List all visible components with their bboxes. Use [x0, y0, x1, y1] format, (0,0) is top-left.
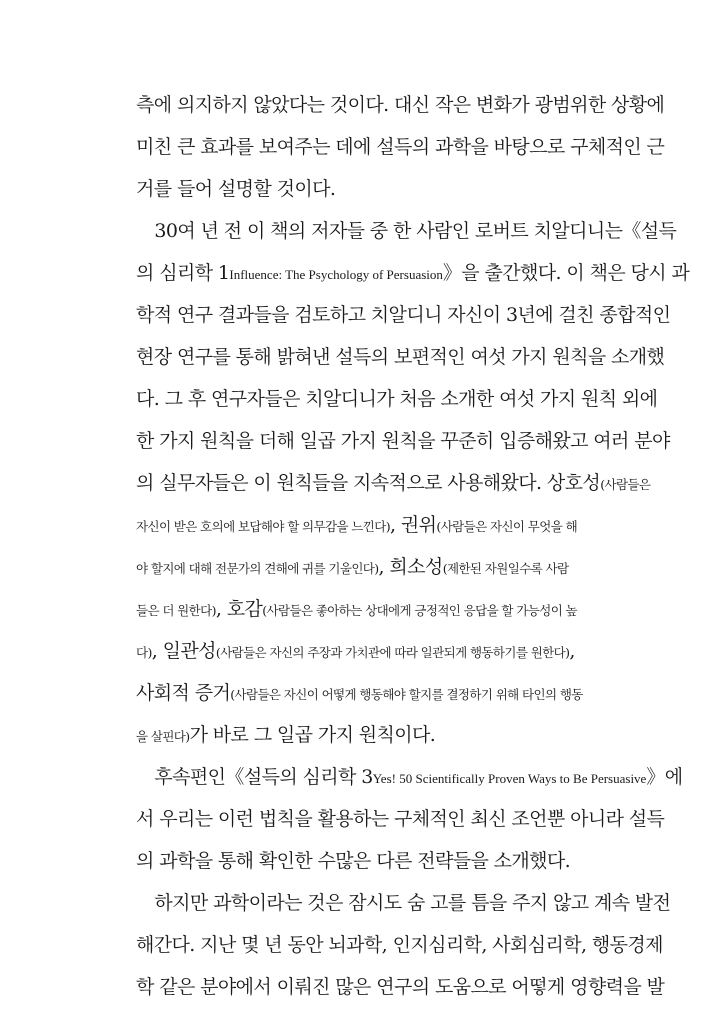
text-line: 하지만 과학이라는 것은 잠시도 숨 고를 틈을 주지 않고 계속 발전	[136, 892, 671, 914]
text-line: 서 우리는 이런 법칙을 활용하는 구체적인 최신 조언뿐 아니라 설득	[136, 808, 665, 830]
text-line: 야 할지에 대해 전문가의 견해에 귀를 기울인다), 희소성(제한된 자원일수록 사람	[136, 556, 569, 578]
text-line: 학 같은 분야에서 이뤄진 많은 연구의 도움으로 어떻게 영향력을 발	[136, 976, 665, 998]
text-line: 사회적 증거(사람들은 자신이 어떻게 행동해야 할지를 결정하기 위해 타인의 행동	[136, 682, 583, 704]
text-line: 한 가지 원칙을 더해 일곱 가지 원칙을 꾸준히 입증해왔고 여러 분야	[136, 430, 670, 452]
text-line: 현장 연구를 통해 밝혀낸 설득의 보편적인 여섯 가지 원칙을 소개했	[136, 346, 665, 368]
text-line: 다. 그 후 연구자들은 치알디니가 처음 소개한 여섯 가지 원칙 외에	[136, 388, 658, 410]
text-line: 30여 년 전 이 책의 저자들 중 한 사람인 로버트 치알디니는《설득	[136, 220, 677, 242]
book-title-english: Influence: The Psychology of Persuasion	[229, 267, 443, 282]
book-title-english: Yes! 50 Scientifically Proven Ways to Be Persuasive	[372, 771, 647, 786]
text-line: 의 실무자들은 이 원칙들을 지속적으로 사용해왔다. 상호성(사람들은	[136, 472, 651, 494]
text-line: 다), 일관성(사람들은 자신의 주장과 가치관에 따라 일관되게 행동하기를 원한다),	[136, 640, 575, 662]
text-line: 의 과학을 통해 확인한 수많은 다른 전략들을 소개했다.	[136, 850, 571, 872]
text-line: 거를 들어 설명할 것이다.	[136, 178, 336, 200]
text-line: 학적 연구 결과들을 검토하고 치알디니 자신이 3년에 걸친 종합적인	[136, 304, 671, 326]
text-line: 미친 큰 효과를 보여주는 데에 설득의 과학을 바탕으로 구체적인 근	[136, 136, 665, 158]
text-line: 을 살핀다)가 바로 그 일곱 가지 원칙이다.	[136, 724, 436, 746]
text-line: 들은 더 원한다), 호감(사람들은 좋아하는 상대에게 긍정적인 응답을 할 가능성이 높	[136, 598, 578, 620]
text-line: 의 심리학 1Influence: The Psychology of Persuasion》을 출간했다. 이 책은 당시 과	[136, 262, 690, 284]
text-line: 해간다. 지난 몇 년 동안 뇌과학, 인지심리학, 사회심리학, 행동경제	[136, 934, 663, 956]
text-line: 측에 의지하지 않았다는 것이다. 대신 작은 변화가 광범위한 상황에	[136, 94, 665, 116]
text-line: 자신이 받은 호의에 보답해야 할 의무감을 느낀다), 권위(사람들은 자신이 무엇을 해	[136, 514, 578, 536]
text-line: 후속편인《설득의 심리학 3Yes! 50 Scientifically Proven Ways to Be Persuasive》에	[136, 766, 683, 788]
